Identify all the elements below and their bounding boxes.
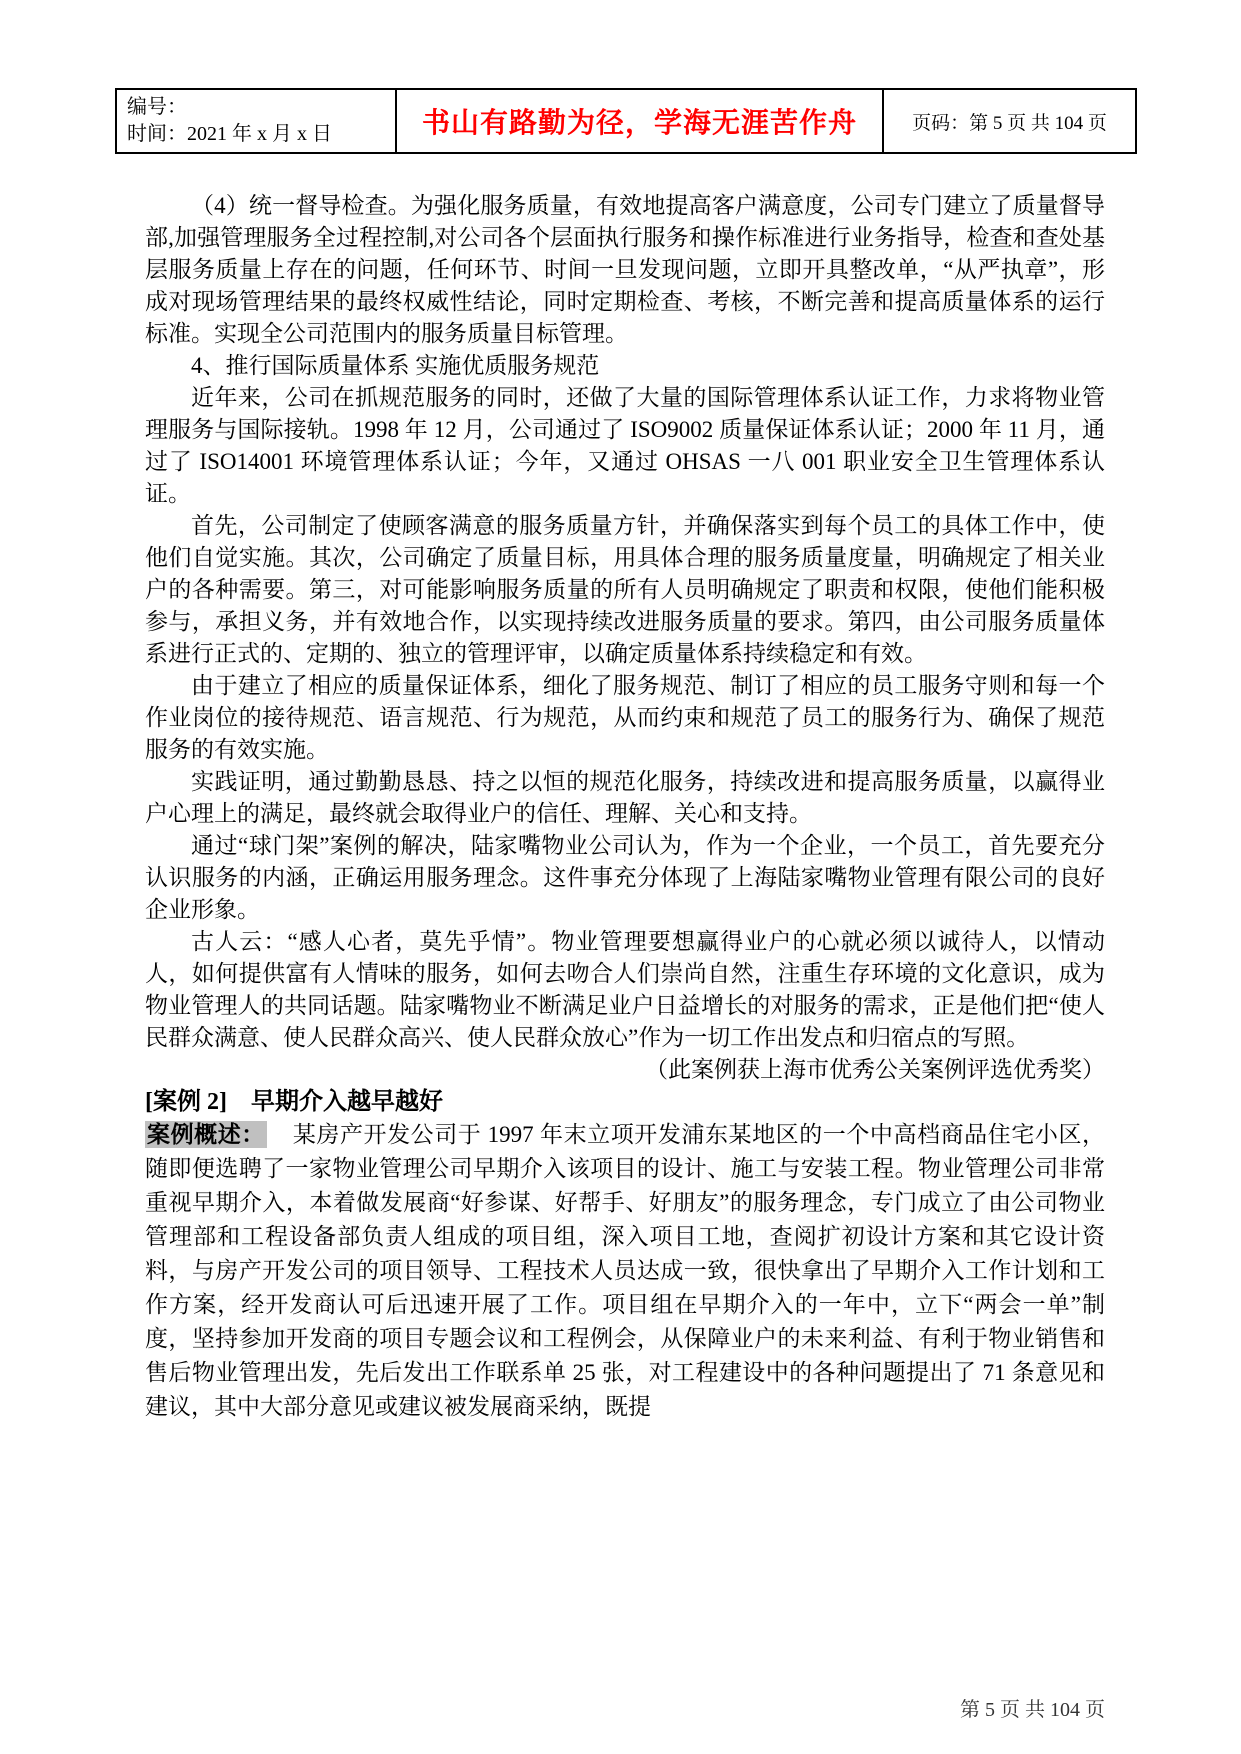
document-body [145, 190, 1105, 1424]
footer-page-number: 第 5 页 共 104 页 [960, 1699, 1105, 1721]
paragraph: 通过“球门架”案例的解决，陆家嘴物业公司认为，作为一个企业，一个员工，首先要充分认识服务的内涵，正确运用服务理念。这件事充分体现了上海陆家嘴物业管理有限公司的良好企业形象。 [145, 833, 1105, 922]
paragraph: （4）统一督导检查。为强化服务质量，有效地提高客户满意度，公司专门建立了质量督导部,加强管理服务全过程控制,对公司各个层面执行服务和操作标准进行业务指导，检查和查处基层服务质量上存在的问题，任何环节、时间一旦发现问题，立即开具整改单，“从严执章”，形成对现场管理结果的最终权威性结论，同时定期检查、考核，不断完善和提高质量体系的运行标准。实现全公司范围内的服务质量目标管理。 [145, 193, 1105, 346]
paragraph: 由于建立了相应的质量保证体系，细化了服务规范、制订了相应的员工服务守则和每一个作业岗位的接待规范、语言规范、行为规范，从而约束和规范了员工的服务行为、确保了规范服务的有效实施。 [145, 673, 1105, 762]
header-page-label: 页码：第 5 页 共 104 页 [912, 112, 1107, 134]
document-date-label: 时间：2021 年 x 月 x 日 [127, 123, 332, 145]
paragraph: 实践证明，通过勤勤恳恳、持之以恒的规范化服务，持续改进和提高服务质量，以赢得业户心理上的满足，最终就会取得业户的信任、理解、关心和支持。 [145, 769, 1105, 826]
header-number-date-cell [116, 89, 396, 153]
paragraph: 古人云：“感人心者，莫先乎情”。物业管理要想赢得业户的心就必须以诚待人，以情动人，如何提供富有人情味的服务，如何去吻合人们崇尚自然，注重生存环境的文化意识，成为物业管理人的共同话题。陆家嘴物业不断满足业户日益增长的对服务的需求，正是他们把“使人民群众满意、使人民群众高兴、使人民群众放心”作为一切工作出发点和归宿点的写照。 [145, 929, 1105, 1050]
award-note: （此案例获上海市优秀公关案例评选优秀奖） [645, 1057, 1105, 1082]
paragraph: 4、推行国际质量体系 实施优质服务规范 [191, 353, 600, 378]
header-motto-cell [396, 89, 883, 153]
case2-heading: [案例 2] 早期介入越早越好 [145, 1089, 443, 1115]
document-number-label: 编号： [127, 96, 187, 118]
header-page-cell [883, 89, 1136, 153]
case2-overview-text: 某房产开发公司于 1997 年末立项开发浦东某地区的一个中高档商品住宅小区，随即便选聘了一家物业管理公司早期介入该项目的设计、施工与安装工程。物业管理公司非常重视早期介入，本着做发展商“好参谋、好帮手、好朋友”的服务理念，专门成立了由公司物业管理部和工程设备部负责人组成的项目组，深入项目工地，查阅扩初设计方案和其它设计资料，与房产开发公司的项目领导、工程技术人员达成一致，很快拿出了早期介入工作计划和工作方案，经开发商认可后迅速开展了工作。项目组在早期介入的一年中，立下“两会一单”制度，坚持参加开发商的项目专题会议和工程例会，从保障业户的未来利益、有利于物业销售和售后物业管理出发，先后发出工作联系单 25 张，对工程建设中的各种问题提出了 71 条意见和建议，其中大部分意见或建议被发展商采纳，既提 [145, 1122, 1106, 1419]
motto-text: 书山有路勤为径，学海无涯苦作舟 [421, 108, 857, 139]
paragraph: 近年来，公司在抓规范服务的同时，还做了大量的国际管理体系认证工作，力求将物业管理服务与国际接轨。1998 年 12 月，公司通过了 ISO9002 质量保证体系认证；2000 年 11 月，通过了 ISO14001 环境管理体系认证；今年，又通过 OHSAS 一八 001 职业安全卫生管理体系认证。 [145, 385, 1105, 506]
case2-paragraph [145, 1118, 1105, 1424]
paragraph: 首先，公司制定了使顾客满意的服务质量方针，并确保落实到每个员工的具体工作中，使他们自觉实施。其次，公司确定了质量目标，用具体合理的服务质量度量，明确规定了相关业户的各种需要。第三，对可能影响服务质量的所有人员明确规定了职责和权限，使他们能积极参与，承担义务，并有效地合作，以实现持续改进服务质量的要求。第四，由公司服务质量体系进行正式的、定期的、独立的管理评审，以确定质量体系持续稳定和有效。 [145, 513, 1105, 666]
case2-overview-label: 案例概述： [147, 1122, 265, 1147]
header-table [115, 88, 1137, 154]
